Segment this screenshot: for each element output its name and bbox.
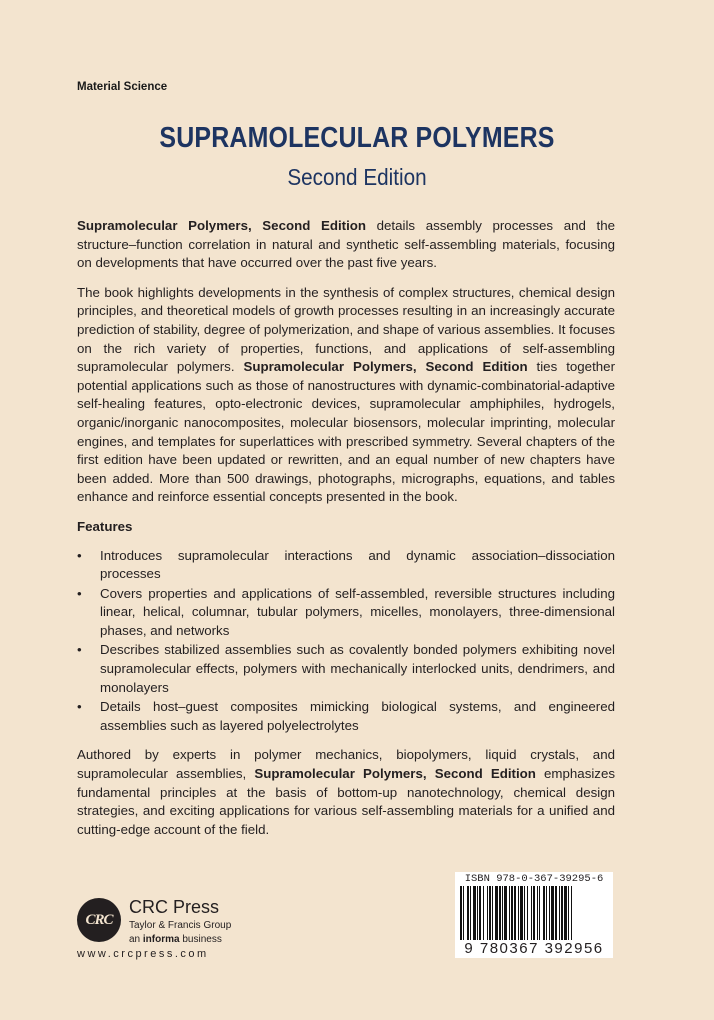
feature-text: Describes stabilized assemblies such as covalently bonded polymers exhibiting novel supramolecular effects, polymers with mechanically interlocked units, dendrimers, and monolayers [100,642,615,695]
feature-text: Details host–guest composites mimicking biological systems, and engineered assemblies such as layered polyelectrolytes [100,699,615,733]
intro-text: details assembly processes and the structure–function correlation in natural and synthetic self-assembling materials, focusing on developments that have occurred over the past five years. [77,218,615,271]
crc-logo-icon: CRC [77,898,121,942]
publisher-business [129,934,222,945]
book-edition: Second Edition [287,164,427,190]
bullet-icon: • [77,585,82,601]
features-heading: Features [77,518,133,534]
back-cover-description [77,217,615,850]
highlights-paragraph [77,284,615,507]
authors-paragraph [77,746,615,839]
bullet-icon: • [77,699,82,715]
publisher-logo [77,893,277,965]
isbn-barcode [455,872,613,958]
intro-paragraph [77,217,615,273]
highlights-title-ref: Supramolecular Polymers, Second Edition [243,359,528,375]
feature-item [77,585,615,641]
publisher-group: Taylor & Francis Group [129,920,232,931]
bullet-icon: • [77,547,82,563]
bullet-icon: • [77,642,82,658]
feature-text: Covers properties and applications of self-assembled, reversible structures including linear, helical, columnar, tubular polymers, micelles, monolayers, three-dimensional phases, and networks [100,585,615,638]
authors-text-a: Authored by experts in polymer mechanics, biopolymers, liquid crystals, and supramolecular assemblies, [77,747,615,782]
business-suffix: business [179,934,222,945]
publisher-url: www.crcpress.com [77,948,209,960]
category-label: Material Science [77,81,168,93]
informa-brand: informa [142,934,180,945]
book-title: SUPRAMOLECULAR POLYMERS [159,122,555,154]
highlights-text-a: The book highlights developments in the synthesis of complex structures, chemical design principles, and theoretical models of growth processes resulting in an increasingly accurate prediction of stability, degree of polymerization, and shape of various assemblies. It focuses on the rich variety of properties, functions, and applications of self-assembling supramolecular polymers. [77,284,615,375]
features-list [77,547,615,736]
isbn-label: ISBN 978-0-367-39295-6 [464,873,604,885]
business-prefix: an [129,934,143,945]
publisher-name: CRC Press [129,897,220,917]
feature-item [77,698,615,735]
feature-text: Introduces supramolecular interactions and dynamic association–dissociation processes [100,547,615,582]
barcode-bars [458,886,610,942]
authors-text-b: emphasizes fundamental principles at the basis of bottom-up nanotechnology, chemical design strategies, and exciting applications for various self-assembling materials for a unified and cutting-edge account of the field. [77,766,615,837]
barcode-number: 9 780367 392956 [455,940,613,957]
feature-item [77,547,615,584]
highlights-text-b: ties together potential applications such as those of nanostructures with dynamic-combinatorial-adaptive self-healing features, opto-electronic devices, supramolecular amphiphiles, hydrogels, organic/inorganic nanocomposites, molecular biosensors, molecular imprinting, molecular engines, and templates for superlattices with prescribed symmetry. Several chapters of the first edition have been updated or rewritten, and an equal number of new chapters have been added. More than 500 drawings, photographs, micrographs, equations, and tables enhance and reinforce essential concepts presented in the book. [77,359,615,505]
feature-item [77,641,615,697]
authors-title-ref: Supramolecular Polymers, Second Edition [254,766,536,782]
intro-title-ref: Supramolecular Polymers, Second Edition [77,218,367,233]
